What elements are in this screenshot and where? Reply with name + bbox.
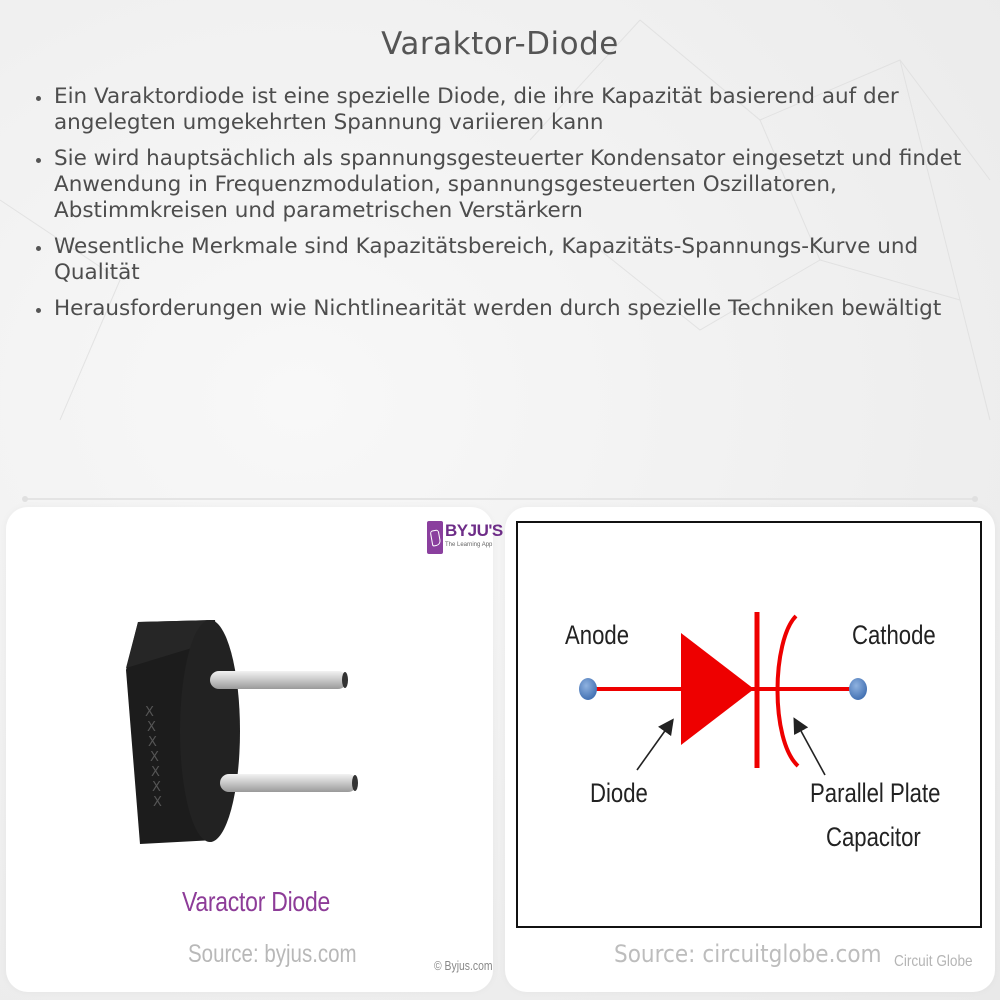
capacitor-label-line2: Capacitor [826,822,921,852]
cathode-label: Cathode [852,620,936,650]
byjus-logo [427,521,503,554]
varactor-diode-package-image [110,600,370,860]
bullet-item [30,84,980,136]
package-marking: X [145,705,154,720]
bullet-text: Ein Varaktordiode ist eine spezielle Diode, die ihre Kapazität basierend auf der angelegten umgekehrten Spannung variieren kann [54,84,899,135]
bullet-item [30,234,980,286]
bullet-dot-icon [36,246,41,251]
source-right-text: Source: circuitglobe.com [614,940,882,968]
source-left-text: Source: byjus.com [188,940,357,968]
diode-label: Diode [590,778,648,808]
bullet-dot-icon [36,158,41,163]
svg-text:X: X [152,780,161,795]
byjus-logo-tagline: The Learning App [445,542,493,548]
varactor-caption: Varactor Diode [182,886,330,917]
bullet-item [30,146,980,224]
bullet-text: Herausforderungen wie Nichtlinearität werden durch spezielle Techniken bewältigt [54,296,942,321]
circuit-globe-brand: Circuit Globe [894,953,973,970]
byjus-logo-name: BYJU'S [445,521,503,540]
bullet-list [30,84,980,332]
capacitor-label-line1: Parallel Plate [810,778,941,808]
bullet-dot-icon [36,308,41,313]
svg-text:X: X [151,765,160,780]
svg-text:X: X [147,720,156,735]
bullet-dot-icon [36,96,41,101]
svg-text:X: X [150,750,159,765]
bullet-text: Wesentliche Merkmale sind Kapazitätsbereich, Kapazitäts-Spannungs-Kurve und Qualität [54,234,919,285]
page-title: Varaktor-Diode [381,26,619,62]
section-divider [25,498,975,500]
byjus-logo-icon [427,521,443,554]
circuit-symbol-frame [516,521,982,928]
bullet-text: Sie wird hauptsächlich als spannungsgesteuerter Kondensator eingesetzt und findet Anwendung in Frequenzmodulation, spannungsgesteuerten Oszillatoren, Abstimmkreisen und parametrischen Verstärkern [54,146,962,223]
anode-label: Anode [565,620,630,650]
svg-text:X: X [148,735,157,750]
copyright-left-text: © Byjus.com [434,958,493,973]
svg-text:X: X [153,795,162,810]
bullet-item [30,296,980,322]
